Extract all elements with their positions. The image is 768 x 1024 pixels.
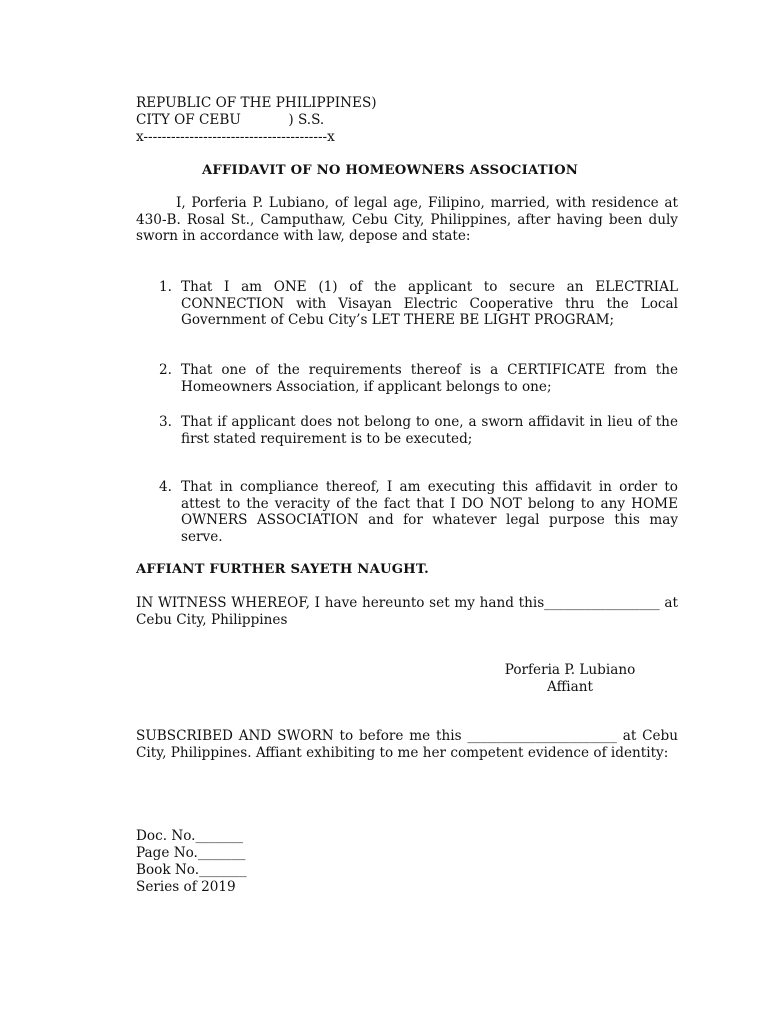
item-1-number: 1. <box>159 279 172 295</box>
item-1-text: That I am ONE (1) of the applicant to secure an ELECTRIAL CONNECTION with Visayan Electric Cooperative thru the Local Government of Cebu City’s LET THERE BE LIGHT PROGRAM; <box>181 279 678 328</box>
series-year: Series of 2019 <box>136 879 236 895</box>
jurat-paragraph: SUBSCRIBED AND SWORN to before me this ______________________ at Cebu City, Philippines. Affiant exhibiting to me her competent evidence of identity: <box>136 728 678 761</box>
page-number: Page No._______ <box>136 845 246 861</box>
witness-paragraph: IN WITNESS WHEREOF, I have hereunto set my hand this_________________ at Cebu City, Philippines <box>136 595 678 628</box>
caption-city: CITY OF CEBU ) S.S. <box>136 112 325 128</box>
item-2-number: 2. <box>159 362 172 378</box>
book-number: Book No._______ <box>136 862 247 878</box>
item-3-number: 3. <box>159 414 172 430</box>
item-4-number: 4. <box>159 479 172 495</box>
caption-separator: x----------------------------------------x <box>136 129 335 145</box>
affiant-name: Porferia P. Lubiano <box>504 662 636 678</box>
document-title: AFFIDAVIT OF NO HOMEOWNERS ASSOCIATION <box>201 163 579 178</box>
item-2-text: That one of the requirements thereof is a CERTIFICATE from the Homeowners Association, if applicant belongs to one; <box>181 362 678 395</box>
item-3-text: That if applicant does not belong to one, a sworn affidavit in lieu of the first stated requirement is to be executed; <box>181 414 678 447</box>
caption-republic: REPUBLIC OF THE PHILIPPINES) <box>136 95 377 111</box>
further-sayeth: AFFIANT FURTHER SAYETH NAUGHT. <box>136 562 429 577</box>
affiant-label: Affiant <box>547 679 593 695</box>
doc-number: Doc. No._______ <box>136 828 244 844</box>
intro-paragraph: I, Porferia P. Lubiano, of legal age, Filipino, married, with residence at 430-B. Rosal St., Camputhaw, Cebu City, Philippines, after having been duly sworn in accordance with law, depose and state: <box>136 195 678 244</box>
item-4-text: That in compliance thereof, I am executing this affidavit in order to attest to the veracity of the fact that I DO NOT belong to any HOME OWNERS ASSOCIATION and for whatever legal purpose this may serve. <box>181 479 678 545</box>
